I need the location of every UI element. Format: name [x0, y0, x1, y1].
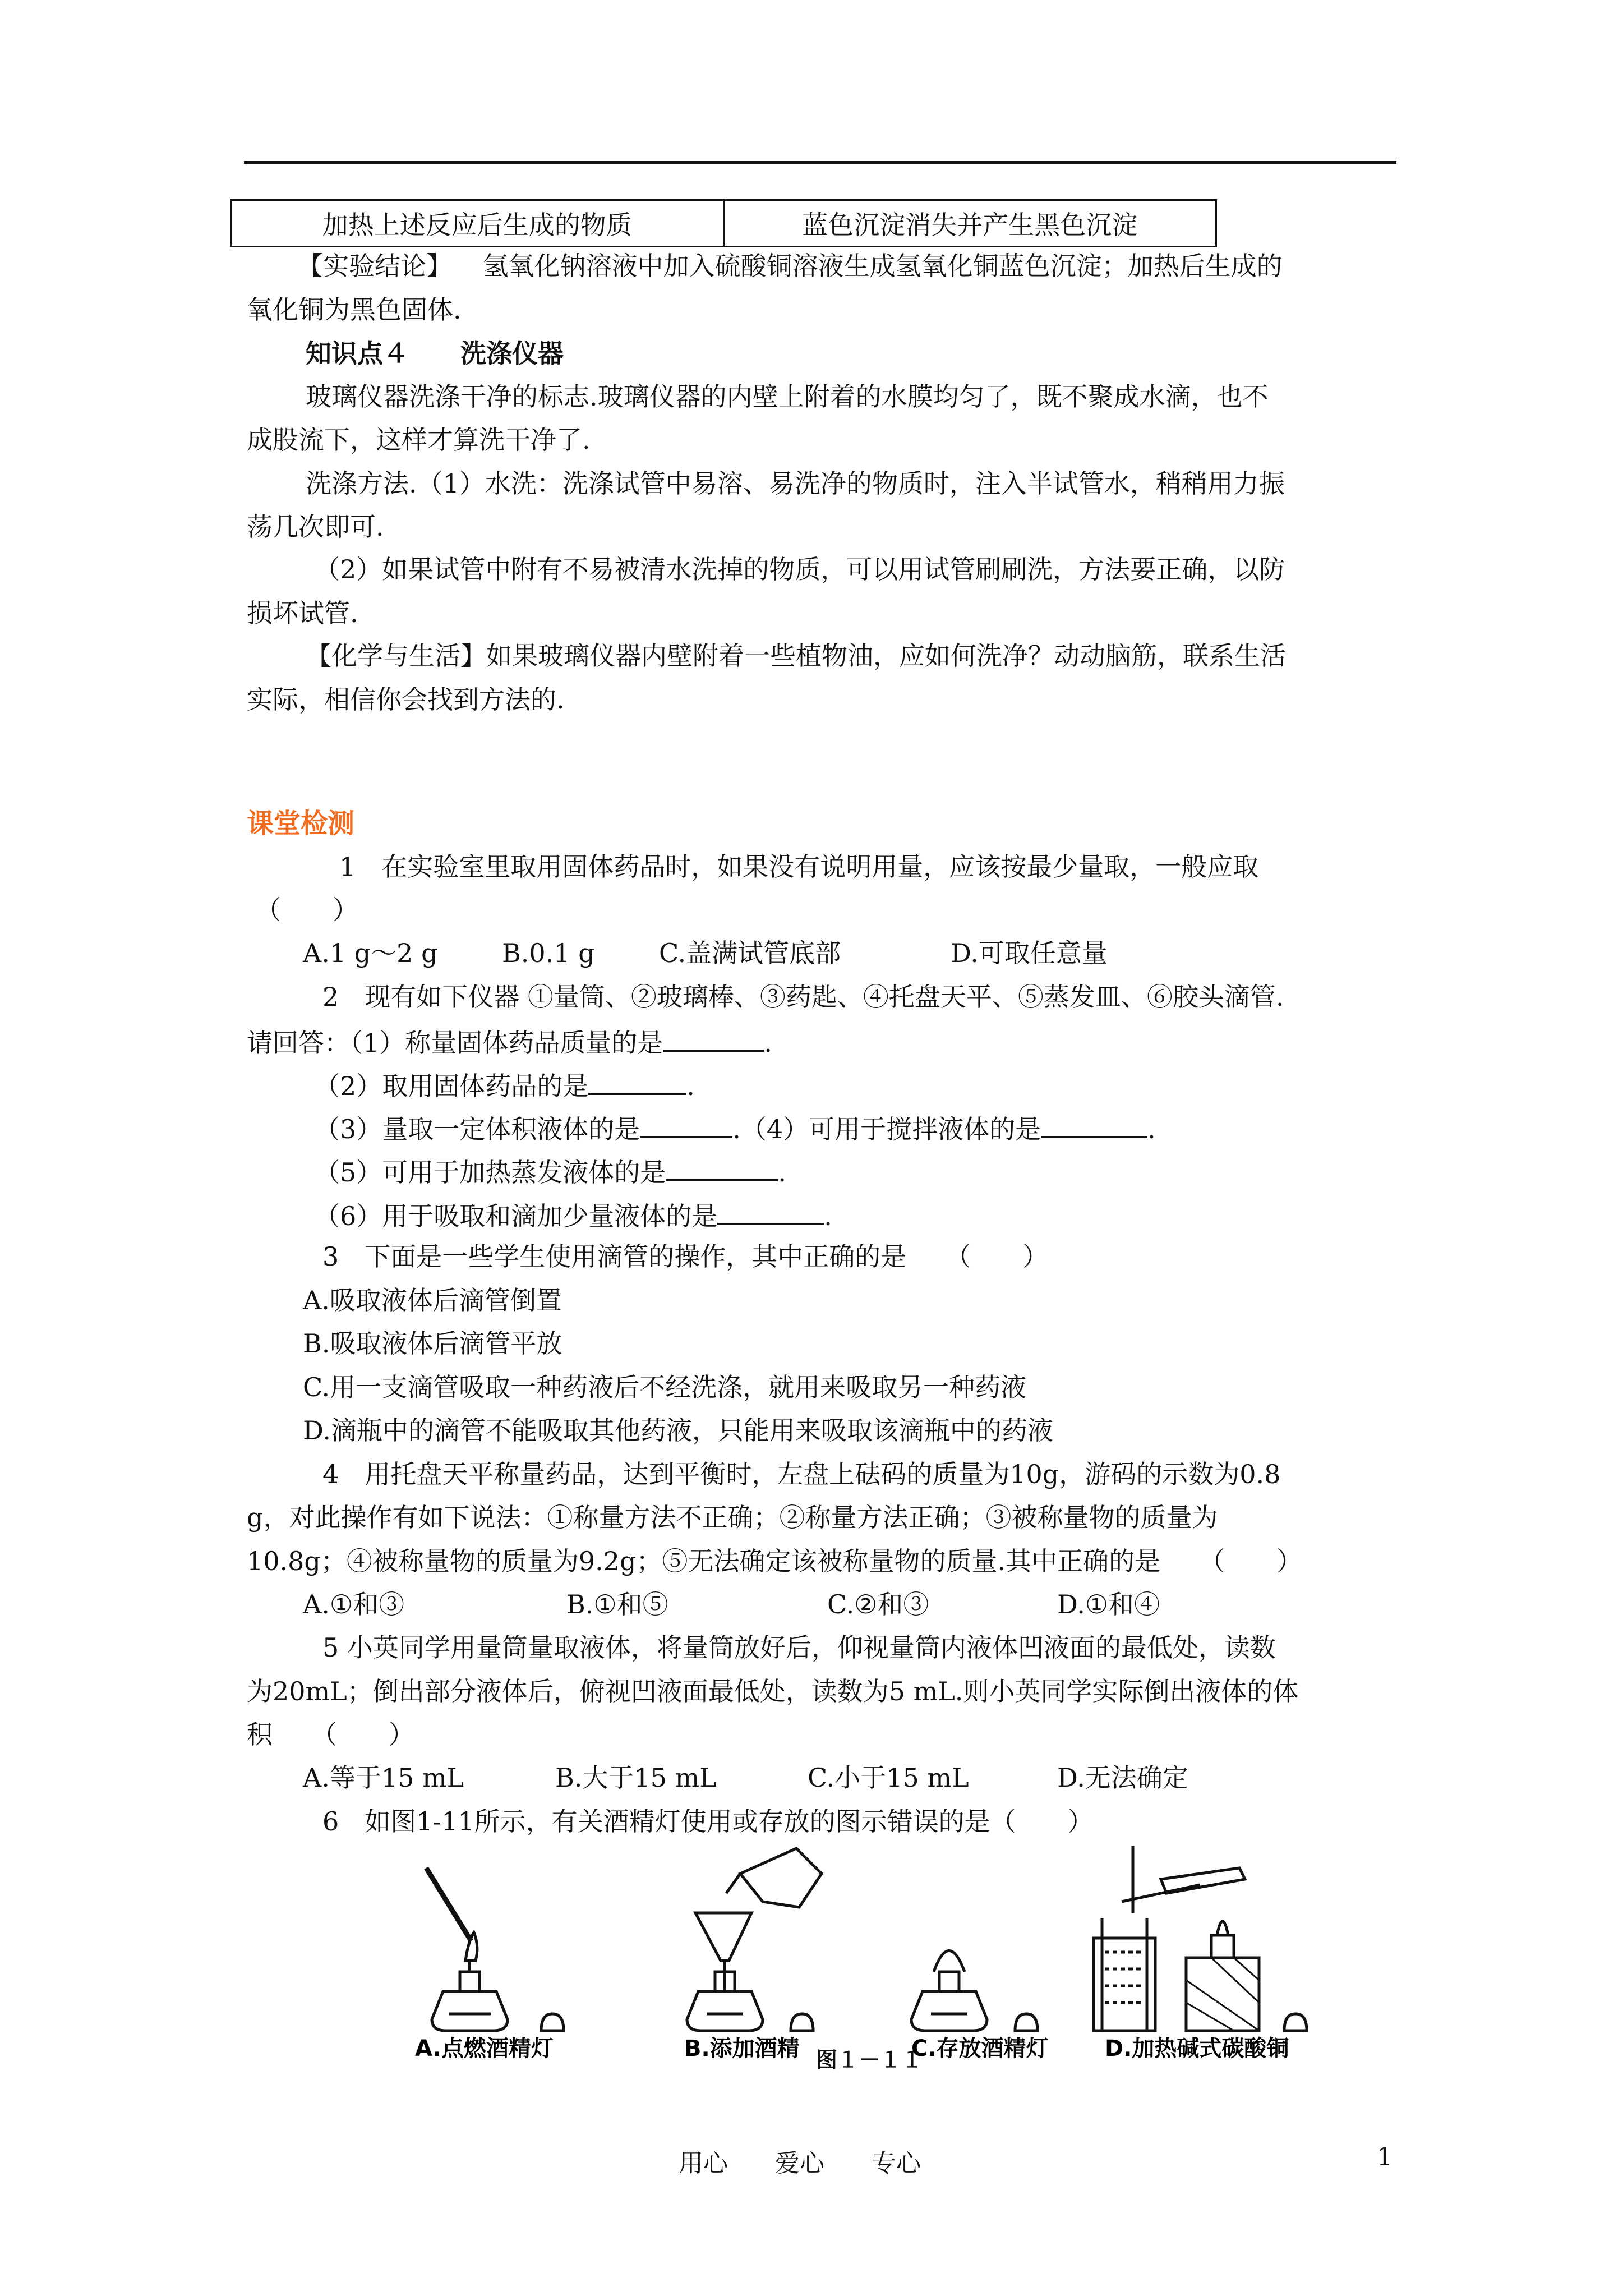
footer-word: 用心 — [679, 2149, 728, 2178]
conclusion-text: 氢氧化钠溶液中加入硫酸铜溶液生成氢氧化铜蓝色沉淀；加热后生成的 — [482, 251, 1283, 281]
alcohol-lamp-figure — [404, 1834, 1324, 2064]
q2-sub-label: .（4）可用于搅拌液体的是 — [732, 1114, 1041, 1144]
q2-sub1 — [247, 1025, 772, 1059]
q2-dot: . — [764, 1028, 772, 1058]
q4-text: 10.8g；④被称量物的质量为9.2g；⑤无法确定该被称量物的质量.其中正确的是 （ ） — [247, 1546, 1303, 1576]
figure-label-d: D.加热碱式碳酸铜 — [1105, 2036, 1289, 2062]
q5-option: D.无法确定 — [1057, 1763, 1188, 1793]
figure-label-a: A.点燃酒精灯 — [415, 2036, 554, 2062]
conclusion-line — [297, 251, 1283, 282]
page-number: 1 — [1377, 2143, 1393, 2171]
q2-sub5 — [314, 1154, 786, 1188]
paragraph: 成股流下，这样才算洗干净了. — [247, 425, 591, 455]
q2-sub-label: （6）用于吸取和滴加少量液体的是 — [314, 1201, 718, 1231]
conclusion-label: 【实验结论】 — [297, 251, 452, 281]
table-cell: 蓝色沉淀消失并产生黑色沉淀 — [723, 200, 1216, 247]
q5-text: 5 小英同学用量筒量取液体，将量筒放好后，仰视量筒内液体凹液面的最低处，读数 — [322, 1632, 1276, 1663]
paragraph: 荡几次即可. — [247, 512, 384, 542]
q1-paren: （ ） — [255, 895, 358, 925]
footer-word: 爱心 — [775, 2149, 824, 2178]
q1-option: C.盖满试管底部 — [659, 938, 841, 968]
figure-c-lamp-icon — [911, 1951, 1038, 2031]
q3-text: 3 下面是一些学生使用滴管的操作，其中正确的是 （ ） — [322, 1241, 1049, 1272]
q2-dot: . — [778, 1157, 786, 1188]
figure-a-lamp-icon — [426, 1868, 564, 2031]
answer-blank[interactable] — [717, 1198, 824, 1225]
q4-text: 4 用托盘天平称量药品，达到平衡时，左盘上砝码的质量为10g，游码的示数为0.8 — [322, 1459, 1281, 1489]
section-title: 课堂检测 — [247, 808, 355, 839]
conclusion-text-cont: 氧化铜为黑色固体. — [247, 295, 462, 325]
q2-dot: . — [686, 1071, 695, 1101]
answer-blank[interactable] — [663, 1025, 764, 1052]
footer-word: 专心 — [872, 2149, 921, 2178]
q2-sub-label: 请回答：（1）称量固体药品质量的是 — [247, 1028, 663, 1058]
q5-option: B.大于15 mL — [555, 1763, 717, 1793]
q2-sub2 — [314, 1068, 695, 1102]
q5-text: 积 （ ） — [247, 1719, 414, 1750]
q3-option: C.用一支滴管吸取一种药液后不经洗涤，就用来吸取另一种药液 — [303, 1372, 1027, 1402]
q2-sub-label: （2）取用固体药品的是 — [314, 1071, 589, 1101]
figure-label-c: C.存放酒精灯 — [911, 2036, 1049, 2062]
footer-motto — [679, 2143, 921, 2179]
q4-option: B.①和⑤ — [566, 1589, 668, 1619]
q2-sub3 — [314, 1111, 1156, 1145]
header-rule — [244, 161, 1396, 164]
figure-d-apparatus-icon — [1094, 1846, 1307, 2031]
q6-text: 6 如图1-11所示，有关酒精灯使用或存放的图示错误的是（ ） — [322, 1806, 1094, 1837]
paragraph: 玻璃仪器洗涤干净的标志.玻璃仪器的内壁上附着的水膜均匀了，既不聚成水滴，也不 — [306, 381, 1269, 412]
q5-option: C.小于15 mL — [808, 1763, 969, 1793]
answer-blank[interactable] — [588, 1068, 686, 1095]
q4-text: g，对此操作有如下说法：①称量方法不正确；②称量方法正确；③被称量物的质量为 — [247, 1502, 1218, 1533]
paragraph: 洗涤方法.（1）水洗：洗涤试管中易溶、易洗净的物质时，注入半试管水，稍稍用力振 — [306, 468, 1285, 499]
q2-dot: . — [824, 1201, 832, 1231]
q1-option: A.1 g～2 g — [303, 938, 438, 968]
q1-text: 1 在实验室里取用固体药品时，如果没有说明用量，应该按最少量取，一般应取 — [339, 852, 1259, 882]
q5-option: A.等于15 mL — [303, 1763, 464, 1793]
q2-text: 2 现有如下仪器 ①量筒、②玻璃棒、③药匙、④托盘天平、⑤蒸发皿、⑥胶头滴管. — [322, 982, 1284, 1012]
q2-sub6 — [314, 1198, 832, 1232]
paragraph: 【化学与生活】如果玻璃仪器内壁附着一些植物油，应如何洗净？动动脑筋，联系生活 — [306, 641, 1286, 671]
q4-option: C.②和③ — [827, 1589, 929, 1619]
paragraph: 损坏试管. — [247, 598, 358, 628]
q1-option: B.0.1 g — [502, 938, 595, 968]
q4-option: D.①和④ — [1057, 1589, 1160, 1619]
experiment-table — [230, 199, 1217, 247]
answer-blank[interactable] — [640, 1111, 732, 1138]
q5-text: 为20mL；倒出部分液体后，俯视凹液面最低处，读数为5 mL.则小英同学实际倒出液体的体 — [247, 1676, 1299, 1706]
answer-blank[interactable] — [666, 1154, 778, 1181]
paragraph: （2）如果试管中附有不易被清水洗掉的物质，可以用试管刷刷洗，方法要正确，以防 — [314, 554, 1285, 585]
kp4-heading: 知识点４ 洗涤仪器 — [306, 338, 564, 369]
table-cell: 加热上述反应后生成的物质 — [231, 200, 724, 247]
figure-label-b: B.添加酒精 — [684, 2036, 800, 2062]
q2-sub-label: （5）可用于加热蒸发液体的是 — [314, 1157, 666, 1188]
q2-sub-label: （3）量取一定体积液体的是 — [314, 1114, 640, 1144]
figure-b-lamp-icon — [687, 1848, 822, 2031]
paragraph: 实际，相信你会找到方法的. — [247, 684, 565, 715]
figure-caption: 图１－１１ — [816, 2047, 923, 2072]
q3-option: B.吸取液体后滴管平放 — [303, 1328, 562, 1359]
q3-option: D.滴瓶中的滴管不能吸取其他药液，只能用来吸取该滴瓶中的药液 — [303, 1415, 1053, 1446]
q3-option: A.吸取液体后滴管倒置 — [303, 1285, 562, 1315]
q4-option: A.①和③ — [303, 1589, 405, 1619]
table-row — [231, 200, 1216, 247]
q2-dot: . — [1147, 1114, 1156, 1144]
answer-blank[interactable] — [1041, 1111, 1147, 1138]
q1-option: D.可取任意量 — [951, 938, 1108, 968]
